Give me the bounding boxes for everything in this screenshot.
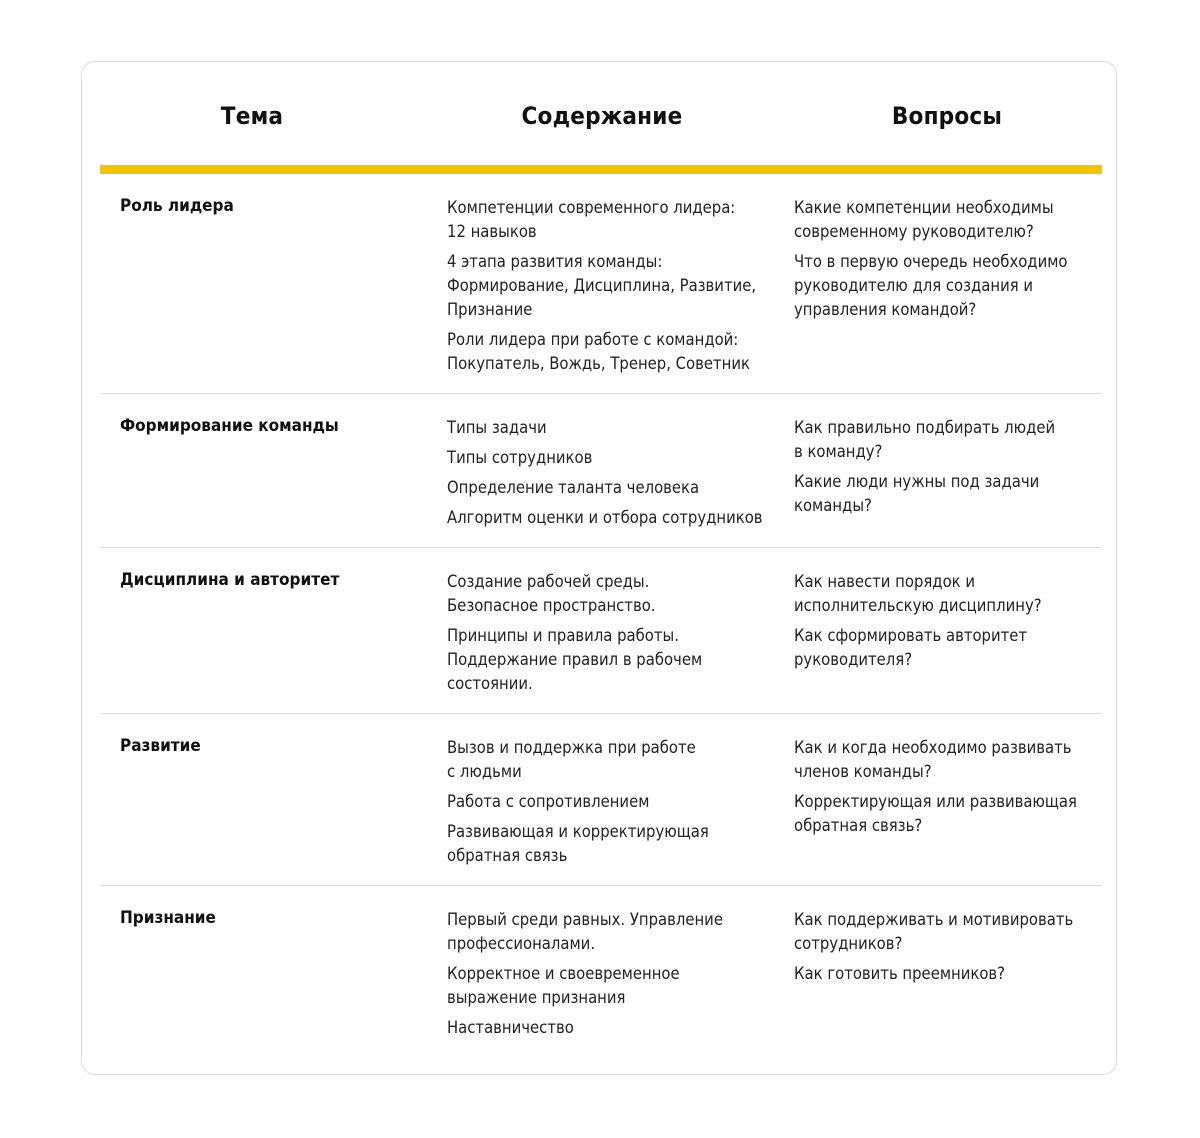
row-questions xyxy=(794,570,1094,678)
content-item: Вызов и поддержка при работе с людьми xyxy=(447,738,696,781)
table-row xyxy=(100,714,1102,886)
table-row xyxy=(100,886,1102,1066)
content-item: Определение таланта человека xyxy=(447,478,700,497)
table-row xyxy=(100,174,1102,394)
question-item: Как и когда необходимо развивать членов команды? xyxy=(794,738,1072,781)
row-topic: Роль лидера xyxy=(120,196,234,216)
row-content xyxy=(447,908,767,1046)
table-row xyxy=(100,394,1102,548)
header-content: Содержание xyxy=(521,102,683,130)
row-questions xyxy=(794,416,1094,524)
question-item: Как поддерживать и мотивировать сотрудников? xyxy=(794,910,1074,953)
program-table xyxy=(81,61,1117,1075)
table-row xyxy=(100,548,1102,714)
header-questions: Вопросы xyxy=(891,102,1003,130)
header-accent-bar xyxy=(100,165,1102,174)
content-item: Наставничество xyxy=(447,1018,574,1037)
header-topic: Тема xyxy=(220,102,284,130)
row-questions xyxy=(794,736,1094,844)
content-item: Создание рабочей среды. Безопасное пространство. xyxy=(447,572,656,615)
content-item: Корректное и своевременное выражение признания xyxy=(447,964,680,1007)
question-item: Какие компетенции необходимы современному руководителю? xyxy=(794,198,1054,241)
row-topic: Дисциплина и авторитет xyxy=(120,570,340,590)
content-item: Работа с сопротивлением xyxy=(447,792,650,811)
row-topic: Признание xyxy=(120,908,216,928)
content-item: Алгоритм оценки и отбора сотрудников xyxy=(447,508,763,527)
question-item: Как сформировать авторитет руководителя? xyxy=(794,626,1028,669)
content-item: Компетенции современного лидера: 12 навыков xyxy=(447,198,736,241)
content-item: Типы задачи xyxy=(447,418,547,437)
content-item: Первый среди равных. Управление профессионалами. xyxy=(447,910,723,953)
question-item: Как навести порядок и исполнительскую дисциплину? xyxy=(794,572,1042,615)
row-content xyxy=(447,196,767,382)
content-item: Развивающая и корректирующая обратная связь xyxy=(447,822,709,865)
table-header xyxy=(82,62,1116,166)
row-content xyxy=(447,736,767,874)
question-item: Что в первую очередь необходимо руководителю для создания и управления командой? xyxy=(794,252,1068,319)
row-topic: Формирование команды xyxy=(120,416,339,436)
content-item: Типы сотрудников xyxy=(447,448,593,467)
row-questions xyxy=(794,196,1094,328)
question-item: Корректирующая или развивающая обратная связь? xyxy=(794,792,1077,835)
question-item: Как готовить преемников? xyxy=(794,964,1006,983)
row-topic: Развитие xyxy=(120,736,201,756)
row-content xyxy=(447,416,767,536)
question-item: Какие люди нужны под задачи команды? xyxy=(794,472,1040,515)
row-questions xyxy=(794,908,1094,992)
row-content xyxy=(447,570,767,702)
content-item: Роли лидера при работе с командой: Покупатель, Вождь, Тренер, Советник xyxy=(447,330,750,373)
table-body xyxy=(100,174,1102,1066)
content-item: Принципы и правила работы. Поддержание правил в рабочем состоянии. xyxy=(447,626,703,693)
question-item: Как правильно подбирать людей в команду? xyxy=(794,418,1056,461)
content-item: 4 этапа развития команды: Формирование, Дисциплина, Развитие, Признание xyxy=(447,252,757,319)
